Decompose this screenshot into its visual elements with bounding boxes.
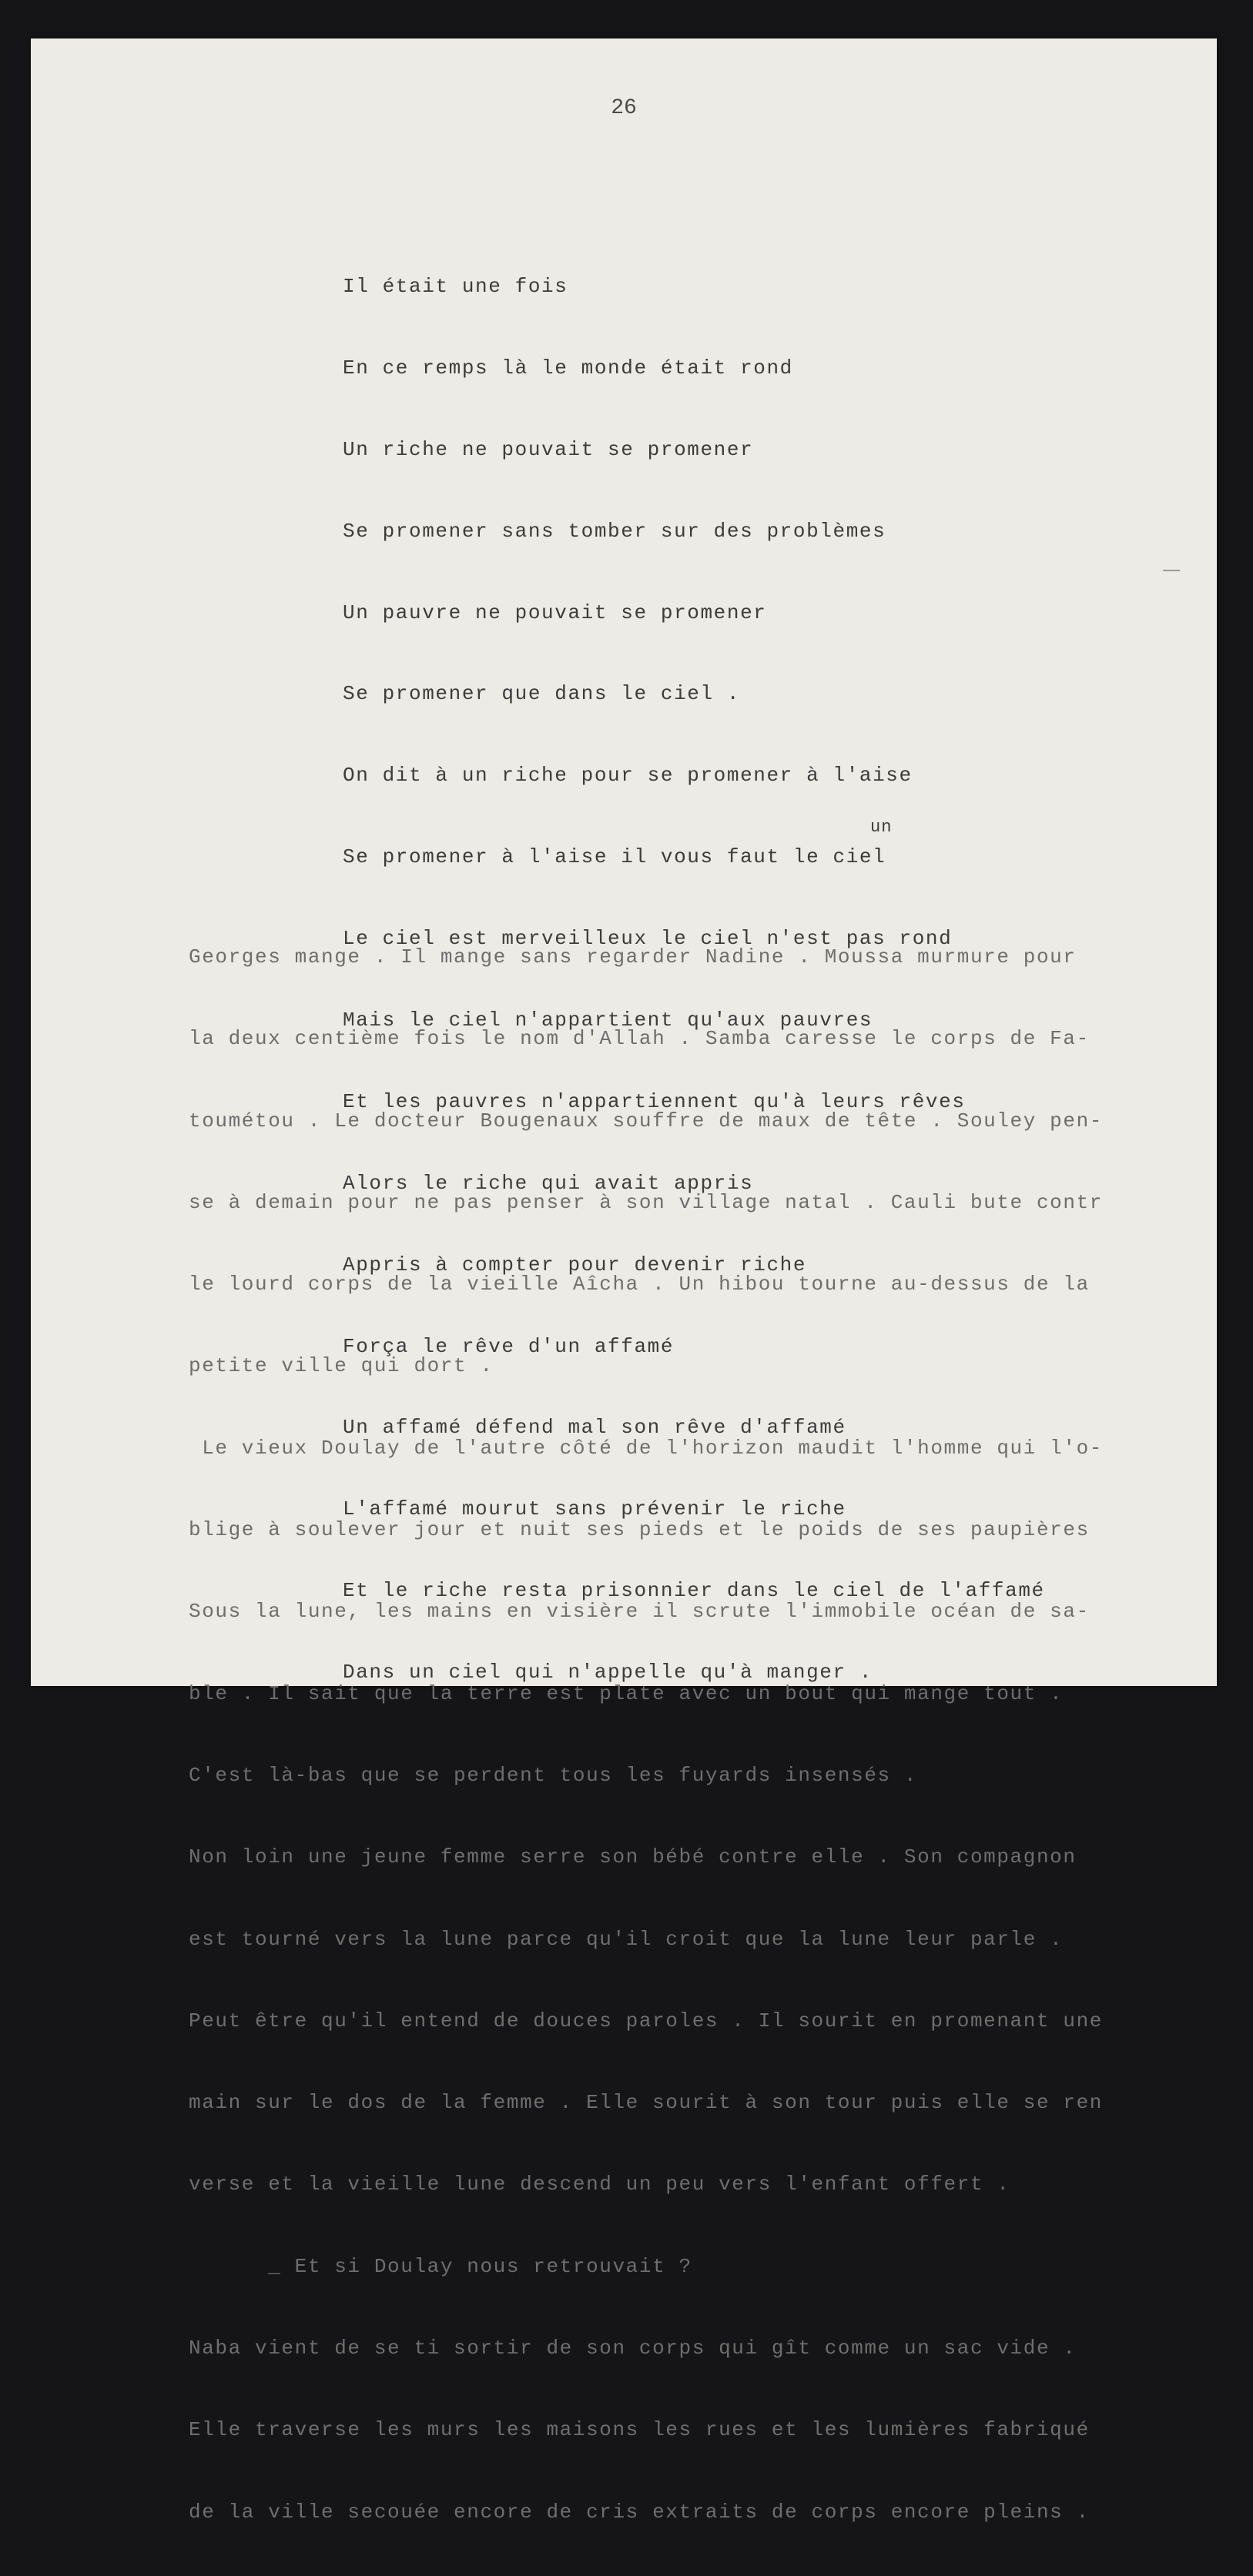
prose-line: petite ville qui dort . — [189, 1354, 494, 1378]
poem-line: Un affamé défend mal son rêve d'affamé — [343, 1416, 846, 1440]
typewritten-page — [31, 38, 1217, 2524]
poem-line: Dans un ciel qui n'appelle qu'à manger . — [343, 1661, 873, 1684]
prose-line: Le vieux Doulay de l'autre côté de l'horizon maudit l'homme qui l'o- — [189, 1436, 1103, 1460]
prose-line: blige à soulever jour et nuit ses pieds et le poids de ses paupières — [189, 1518, 1090, 1542]
poem-line: Et le riche resta prisonnier dans le ciel de l'affamé — [343, 1579, 1045, 1603]
poem-line: Alors le riche qui avait appris — [343, 1171, 754, 1195]
poem-line: On dit à un riche pour se promener à l'aise — [343, 764, 913, 788]
prose-line: main sur le dos de la femme . Elle sourit à son tour puis elle se ren — [189, 2091, 1103, 2115]
prose-line: ble . Il sait que la terre est plate avec un bout qui mange tout . — [189, 1681, 1064, 1705]
poem-line: Se promener que dans le ciel . — [343, 682, 741, 706]
poem-line: Força le rêve d'un affamé — [343, 1334, 675, 1358]
prose-line: le lourd corps de la vieille Aîcha . Un hibou tourne au-dessus de la — [189, 1273, 1090, 1296]
prose-line: est tourné vers la lune parce qu'il croit que la lune leur parle . — [189, 1927, 1064, 1951]
prose-block — [189, 893, 1103, 2576]
prose-line: toumétou . Le docteur Bougenaux souffre de maux de tête . Souley pen- — [189, 1109, 1103, 1132]
poem-line: Un pauvre ne pouvait se promener — [343, 601, 767, 624]
poem-line: Appris à compter pour devenir riche — [343, 1253, 807, 1276]
poem-line: Se promener sans tomber sur des problèmes — [343, 519, 886, 543]
stray-mark — [1163, 570, 1180, 571]
prose-line: Naba vient de se ti sortir de son corps qui gît comme un sac vide . — [189, 2337, 1077, 2360]
prose-line: Elle traverse les murs les maisons les rues et les lumières fabriqué — [189, 2418, 1090, 2442]
poem-line: Le ciel est merveilleux le ciel n'est pas rond — [343, 927, 953, 951]
prose-line: Sous la lune, les mains en visière il scrute l'immobile océan de sa- — [189, 1600, 1090, 1624]
prose-line: Georges mange . Il mange sans regarder Nadine . Moussa murmure pour — [189, 945, 1077, 969]
prose-line: Non loin une jeune femme serre son bébé contre elle . Son compagnon — [189, 1845, 1077, 1869]
poem-line: Mais le ciel n'appartient qu'aux pauvres — [343, 1009, 873, 1032]
handtyped-correction: un — [870, 818, 893, 837]
poem-line: L'affamé mourut sans prévenir le riche — [343, 1497, 846, 1521]
prose-line: Peut être qu'il entend de douces paroles . Il sourit en promenant une — [189, 2009, 1103, 2032]
poem-line: Un riche ne pouvait se promener — [343, 437, 754, 461]
prose-line: C'est là-bas que se perdent tous les fuyards insensés . — [189, 1763, 918, 1787]
poem-line: Il était une fois — [343, 275, 568, 298]
prose-line: de la ville secouée encore de cris extraits de corps encore pleins . — [189, 2500, 1090, 2524]
prose-line: _ Et si Doulay nous retrouvait ? — [189, 2254, 692, 2278]
prose-line: se à demain pour ne pas penser à son village natal . Cauli bute contr — [189, 1190, 1103, 1214]
poem-line: Se promener à l'aise il vous faut le ciel — [343, 845, 886, 869]
poem-line: En ce remps là le monde était rond — [343, 356, 793, 380]
poem-line: Et les pauvres n'appartiennent qu'à leurs rêves — [343, 1089, 966, 1113]
prose-line: verse et la vieille lune descend un peu vers l'enfant offert . — [189, 2173, 1010, 2196]
prose-line: la deux centième fois le nom d'Allah . Samba caresse le corps de Fa- — [189, 1027, 1090, 1051]
page-number: 26 — [611, 96, 637, 120]
